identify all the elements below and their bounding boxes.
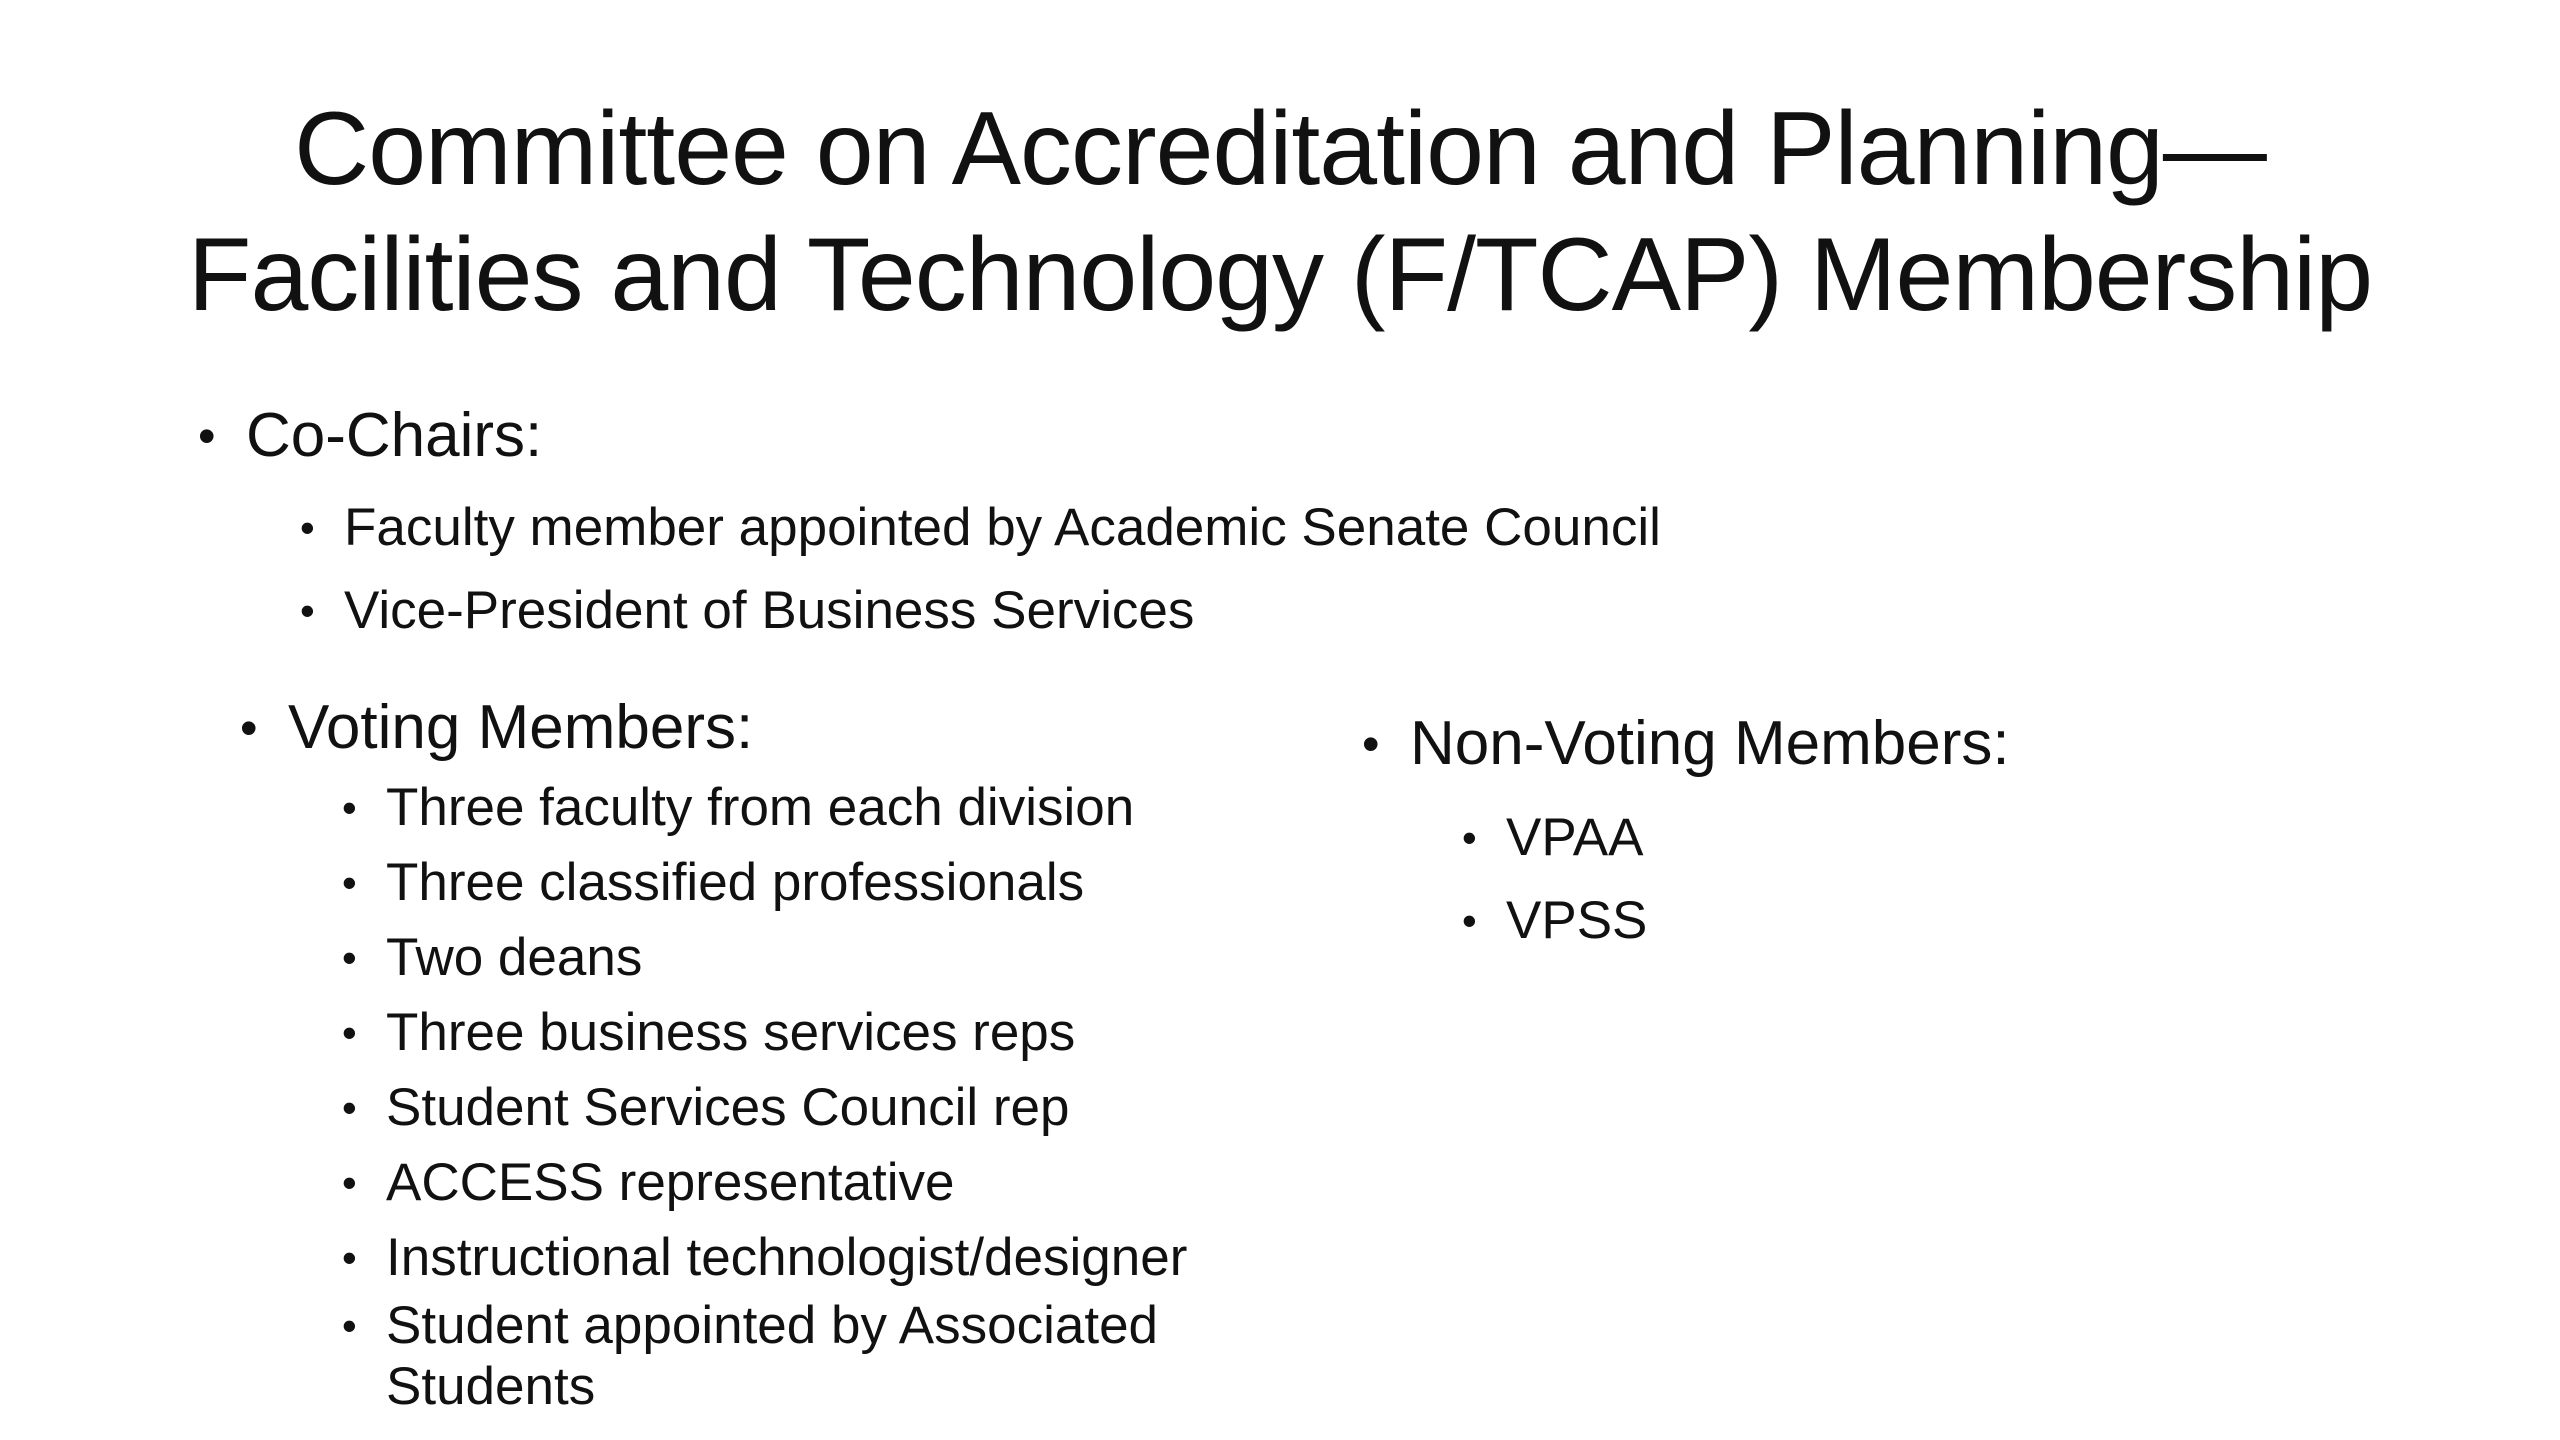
list-item: • Student Services Council rep <box>386 1070 1346 1145</box>
list-item: • VPAA <box>1506 796 2010 879</box>
list-item: • Three business services reps <box>386 995 1346 1070</box>
list-item: • Instructional technologist/designer <box>386 1220 1346 1295</box>
list-item: • Three faculty from each division <box>386 770 1346 845</box>
co-chairs-list <box>344 486 1661 652</box>
list-item: • VPSS <box>1506 879 2010 962</box>
slide-title-line-1: Committee on Accreditation and Planning— <box>294 91 2266 207</box>
non-voting-members-heading: • Non-Voting Members: <box>1410 706 2010 782</box>
co-chairs-heading: • Co-Chairs: <box>246 398 1661 474</box>
slide-title <box>160 86 2400 338</box>
list-item: • Student appointed by Associated Students <box>386 1295 1346 1417</box>
voting-members-section <box>288 690 1346 1417</box>
non-voting-members-section <box>1410 706 2010 962</box>
list-item: • Vice-President of Business Services <box>344 569 1661 652</box>
voting-members-heading: • Voting Members: <box>288 690 1346 766</box>
non-voting-members-list <box>1506 796 2010 962</box>
list-item: • ACCESS representative <box>386 1145 1346 1220</box>
list-item: • Three classified professionals <box>386 845 1346 920</box>
voting-members-list <box>386 770 1346 1417</box>
list-item: • Faculty member appointed by Academic Senate Council <box>344 486 1661 569</box>
list-item: • Two deans <box>386 920 1346 995</box>
co-chairs-section <box>246 398 1661 652</box>
slide-title-line-2: Facilities and Technology (F/TCAP) Membership <box>187 217 2373 333</box>
